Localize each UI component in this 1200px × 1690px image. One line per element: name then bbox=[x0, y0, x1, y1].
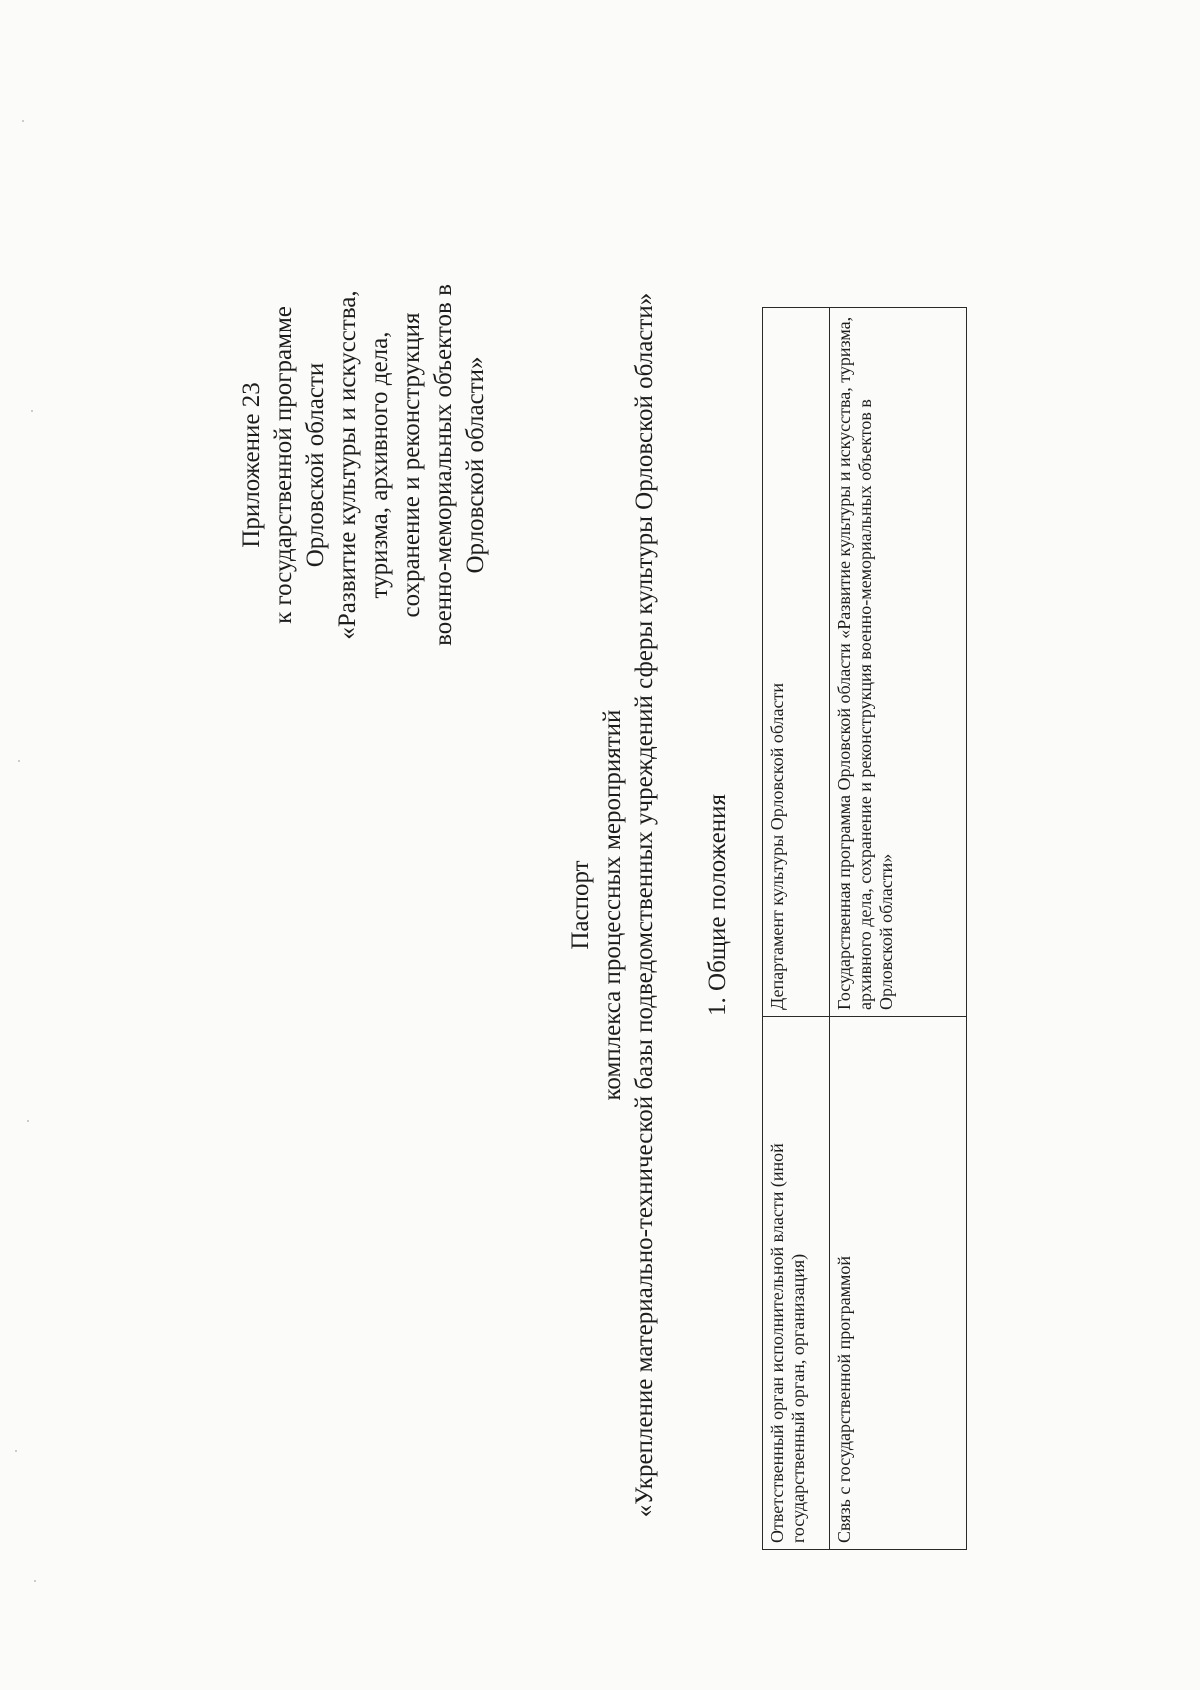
passport-name: «Укрепление материально-технической базы подведомственных учреждений сферы культуры Орловской области» bbox=[631, 292, 658, 1518]
general-provisions-table bbox=[762, 307, 967, 1550]
table-cell-label: Ответственный орган исполнительной власти (иной государственный орган, организация) bbox=[763, 1017, 830, 1550]
scan-speck bbox=[15, 1450, 17, 1452]
passport-subtitle: комплекса процессных мероприятий bbox=[599, 709, 626, 1101]
scan-speck bbox=[27, 1120, 29, 1122]
appendix-line: Приложение 23 bbox=[238, 382, 265, 548]
table-cell-value: Департамент культуры Орловской области bbox=[763, 308, 830, 1017]
table-cell-value: Государственная программа Орловской области «Развитие культуры и искусства, туризма, архивного дела, сохранение и реконструкция военно-мемориальных объектов в Орловской области» bbox=[830, 308, 967, 1017]
table-row bbox=[830, 308, 967, 1550]
scan-speck bbox=[18, 760, 20, 762]
appendix-line: сохранение и реконструкция bbox=[398, 312, 425, 618]
rotated-content bbox=[210, 185, 970, 1625]
appendix-line: военно-мемориальных объектов в bbox=[430, 284, 457, 646]
scan-speck bbox=[34, 1580, 36, 1582]
appendix-line: туризма, архивного дела, bbox=[366, 331, 393, 599]
passport-title: Паспорт bbox=[567, 860, 594, 950]
scan-speck bbox=[22, 120, 24, 122]
table-row bbox=[763, 308, 830, 1550]
scan-speck bbox=[31, 410, 33, 412]
appendix-line: Орловской области bbox=[302, 362, 329, 568]
appendix-line: Орловской области» bbox=[462, 356, 489, 574]
passport-heading bbox=[565, 185, 661, 1625]
section-heading: 1. Общие положения bbox=[704, 794, 731, 1016]
table-cell-label: Связь с государственной программой bbox=[830, 1017, 967, 1550]
appendix-line: к государственной программе bbox=[270, 306, 297, 624]
appendix-line: «Развитие культуры и искусства, bbox=[334, 290, 361, 640]
appendix-block bbox=[236, 280, 492, 650]
